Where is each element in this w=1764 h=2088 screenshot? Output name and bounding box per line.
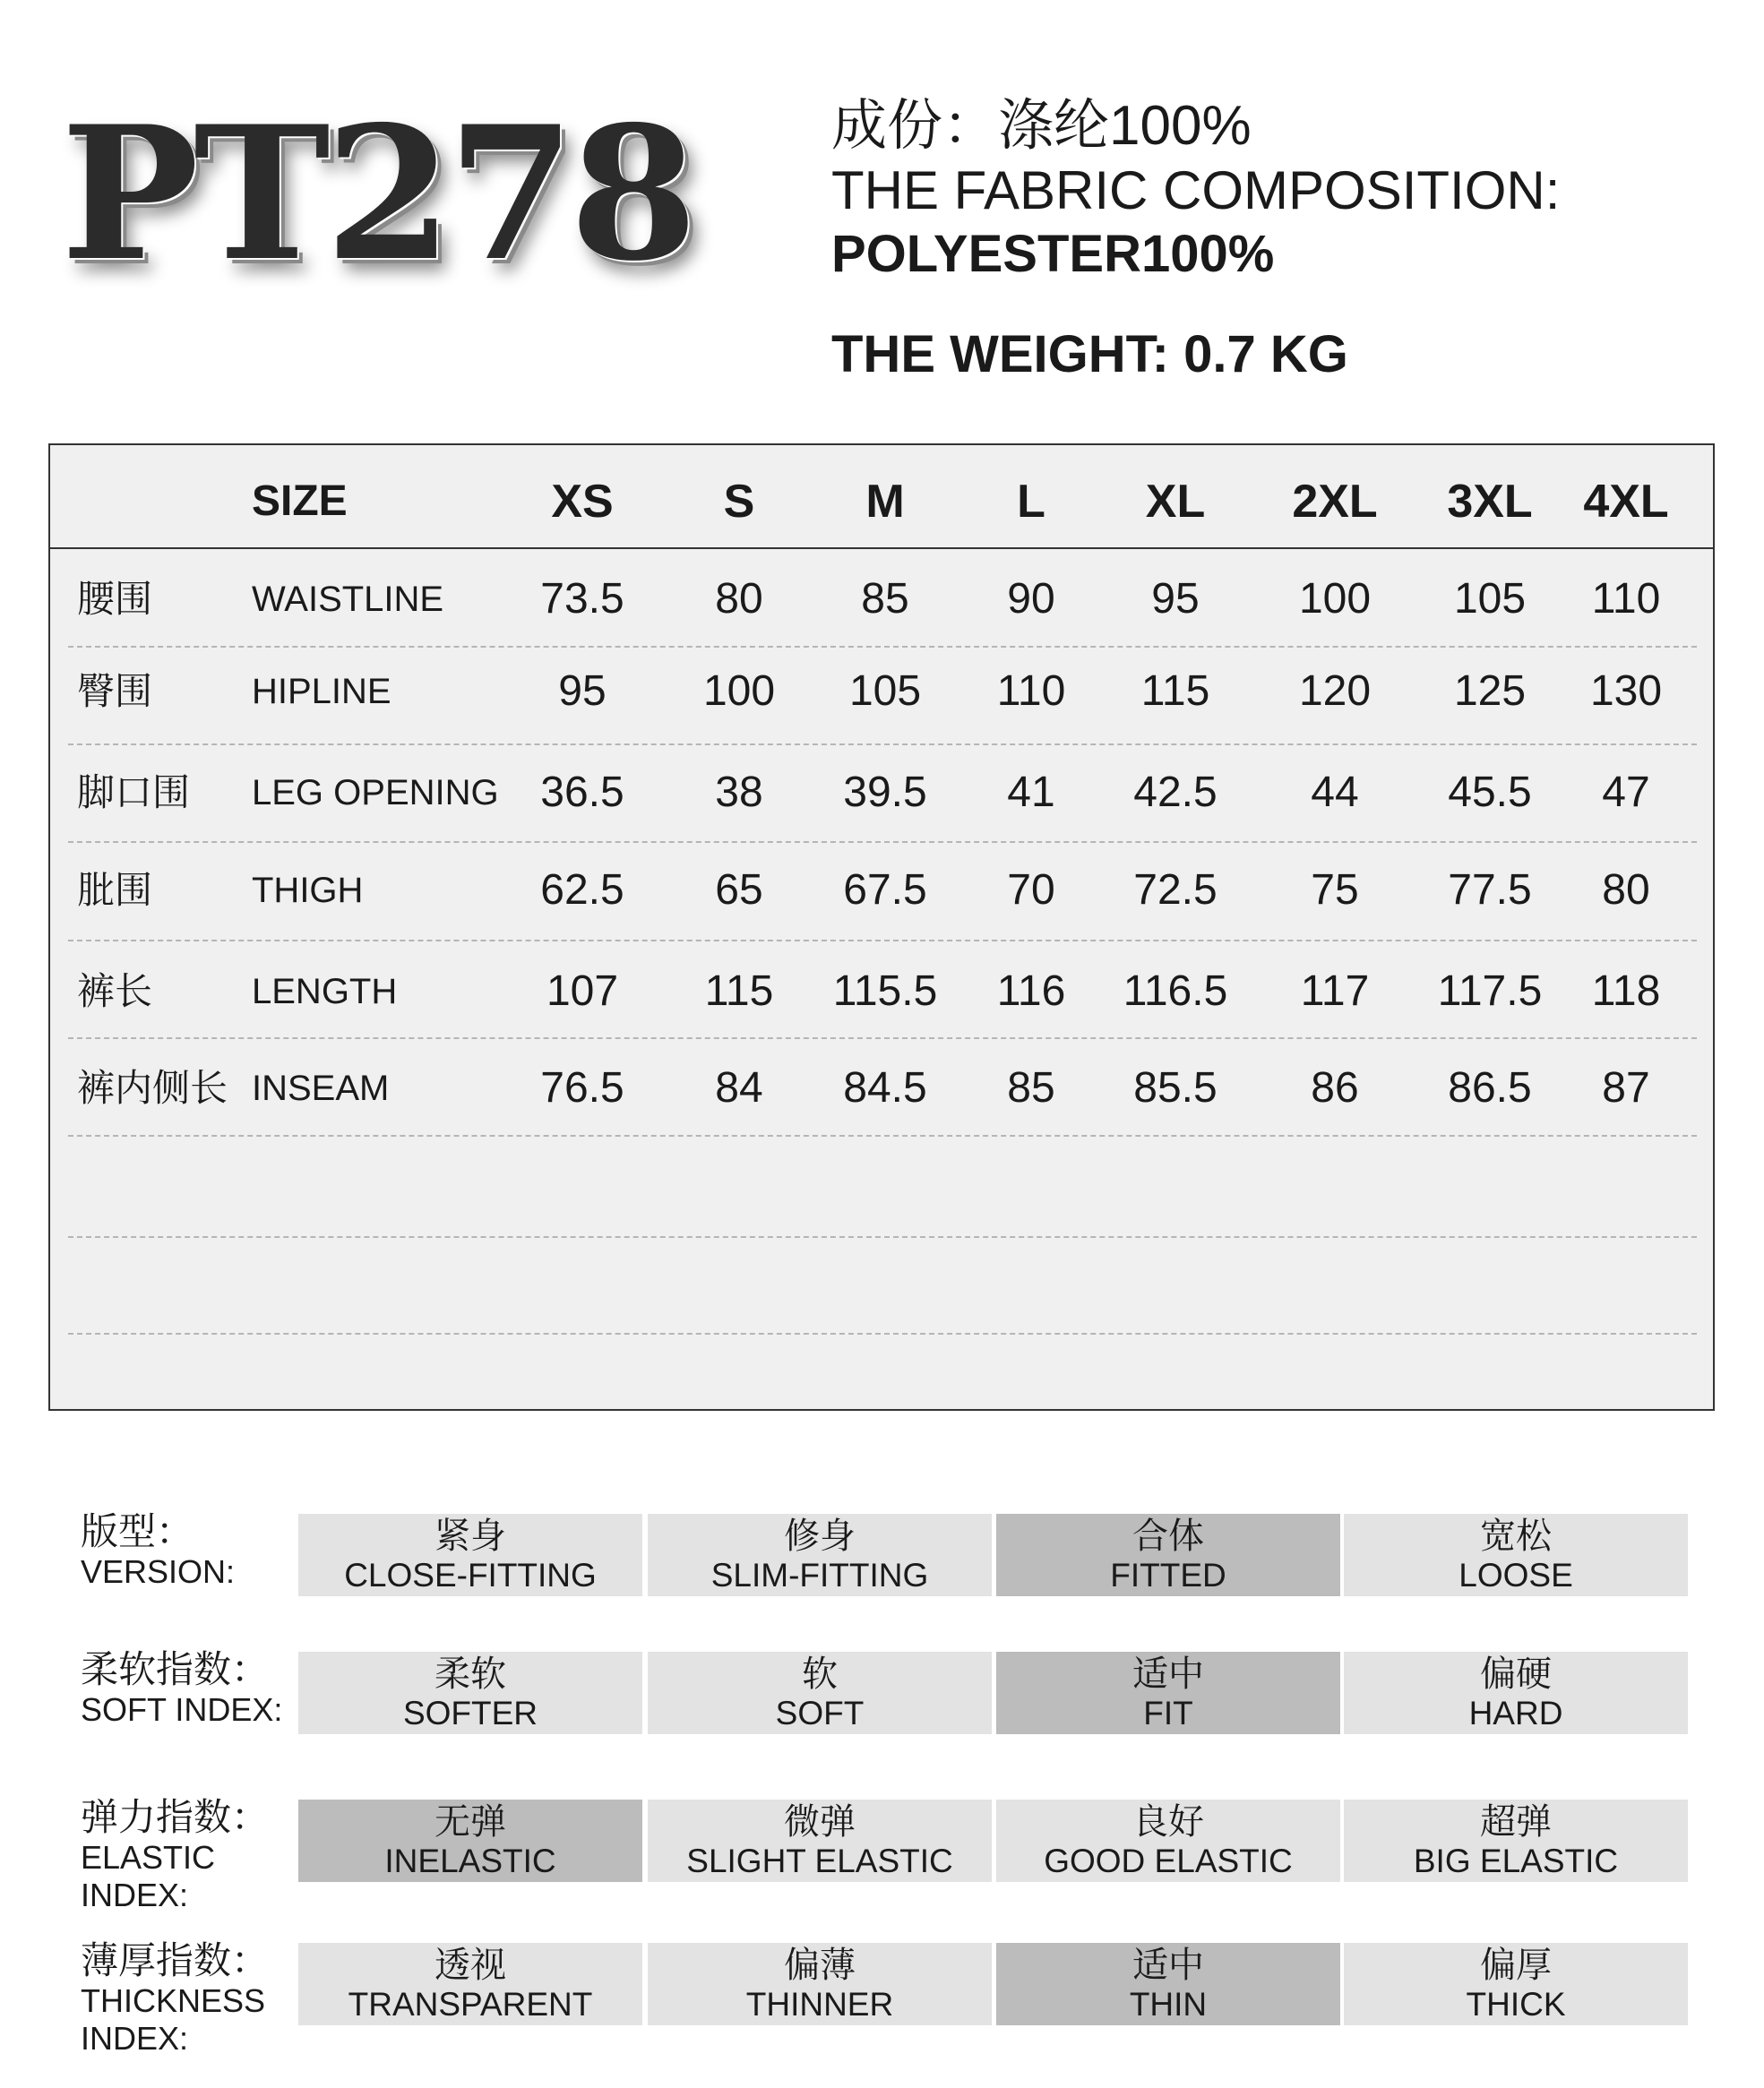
- option-label-en: TRANSPARENT: [348, 1986, 593, 2023]
- row-label-en: THIGH: [252, 871, 364, 910]
- table-cell: 80: [715, 575, 763, 623]
- index-option: [996, 1800, 1340, 1882]
- table-cell: 107: [546, 967, 619, 1015]
- option-label-cn: 无弹: [435, 1801, 506, 1843]
- row-label-en: HIPLINE: [252, 672, 392, 711]
- index-label-cn: 弹力指数：: [81, 1795, 270, 1839]
- index-option: [648, 1943, 992, 2025]
- row-divider: [68, 646, 1697, 648]
- row-label-en: LENGTH: [252, 972, 398, 1011]
- table-cell: 85: [1007, 1064, 1055, 1112]
- composition-cn: 成份：涤纶100%: [831, 95, 1252, 157]
- option-label-cn: 软: [802, 1654, 838, 1695]
- table-cell: 117: [1300, 967, 1370, 1015]
- index-label-cn: 薄厚指数：: [81, 1938, 270, 1982]
- table-cell: 115: [704, 967, 774, 1015]
- option-label-en: BIG ELASTIC: [1413, 1843, 1619, 1879]
- table-cell: 85: [861, 575, 909, 623]
- row-divider: [68, 1236, 1697, 1238]
- option-label-cn: 适中: [1132, 1654, 1204, 1695]
- index-option: [1344, 1514, 1688, 1596]
- table-cell: 38: [715, 769, 763, 816]
- table-cell: 72.5: [1133, 866, 1218, 914]
- table-cell: 110: [1591, 575, 1661, 623]
- index-option: [298, 1514, 642, 1596]
- row-divider: [68, 1135, 1697, 1137]
- table-cell: 105: [1453, 575, 1527, 623]
- size-header-4xl: 4XL: [1583, 476, 1669, 528]
- table-cell: 75: [1311, 866, 1359, 914]
- index-label-cn: 柔软指数：: [81, 1647, 270, 1691]
- index-label: [81, 1648, 287, 1729]
- option-label-en: SLIGHT ELASTIC: [686, 1843, 953, 1879]
- size-header-xl: XL: [1145, 476, 1206, 528]
- option-label-cn: 修身: [784, 1516, 856, 1557]
- table-cell: 67.5: [843, 866, 927, 914]
- size-header-2xl: 2XL: [1292, 476, 1378, 528]
- size-header-xs: XS: [551, 476, 614, 528]
- table-cell: 65: [715, 866, 763, 914]
- table-cell: 47: [1602, 769, 1650, 816]
- table-cell: 85.5: [1133, 1064, 1218, 1112]
- index-label-en: THICKNESS INDEX:: [81, 1982, 266, 2057]
- index-option: [648, 1652, 992, 1734]
- size-header-label: SIZE: [252, 477, 348, 525]
- option-label-cn: 宽松: [1480, 1516, 1552, 1557]
- table-cell: 130: [1589, 667, 1663, 715]
- row-label-cn: 裤内侧长: [77, 1066, 228, 1110]
- table-cell: 76.5: [540, 1064, 624, 1112]
- size-header-m: M: [865, 476, 905, 528]
- table-cell: 125: [1453, 667, 1527, 715]
- table-cell: 86.5: [1448, 1064, 1532, 1112]
- table-cell: 118: [1591, 967, 1661, 1015]
- brand-logo: [52, 85, 693, 309]
- row-divider: [68, 940, 1697, 941]
- row-label-en: WAISTLINE: [252, 580, 444, 619]
- index-option: [298, 1652, 642, 1734]
- row-label-cn: 裤长: [77, 969, 153, 1013]
- row-label-cn: 腰围: [77, 577, 153, 621]
- index-option: [648, 1800, 992, 1882]
- table-cell: 116.5: [1123, 967, 1228, 1015]
- option-label-en: GOOD ELASTIC: [1044, 1843, 1293, 1879]
- size-chart-table: [48, 443, 1715, 1411]
- row-divider: [68, 1333, 1697, 1335]
- table-cell: 80: [1602, 866, 1650, 914]
- table-cell: 87: [1602, 1064, 1650, 1112]
- table-cell: 100: [702, 667, 776, 715]
- row-label-en: LEG OPENING: [252, 773, 499, 812]
- table-cell: 120: [1298, 667, 1372, 715]
- option-label-en: FITTED: [1110, 1557, 1226, 1594]
- table-cell: 116: [996, 967, 1066, 1015]
- index-label: [81, 1796, 287, 1913]
- option-label-en: SOFTER: [402, 1695, 538, 1731]
- table-cell: 73.5: [540, 575, 624, 623]
- table-cell: 100: [1298, 575, 1372, 623]
- row-label-cn: 脚口围: [77, 770, 191, 814]
- row-divider: [68, 743, 1697, 745]
- table-cell: 84: [715, 1064, 763, 1112]
- table-cell: 95: [558, 667, 607, 715]
- size-header-l: L: [1017, 476, 1045, 528]
- index-option: [1344, 1800, 1688, 1882]
- index-label: [81, 1939, 287, 2057]
- option-label-en: THIN: [1129, 1986, 1208, 2023]
- option-label-cn: 紧身: [435, 1516, 506, 1557]
- index-label-en: ELASTIC INDEX:: [81, 1839, 216, 1913]
- index-option-selected: [996, 1943, 1340, 2025]
- option-label-en: FIT: [1143, 1695, 1193, 1731]
- table-cell: 39.5: [843, 769, 927, 816]
- index-option-selected: [298, 1800, 642, 1882]
- table-cell: 70: [1007, 866, 1055, 914]
- row-divider: [68, 1037, 1697, 1039]
- table-cell: 105: [848, 667, 922, 715]
- table-cell: 115: [1140, 667, 1210, 715]
- option-label-en: LOOSE: [1459, 1557, 1573, 1594]
- table-cell: 90: [1007, 575, 1055, 623]
- row-label-cn: 肶围: [77, 868, 153, 912]
- option-label-en: HARD: [1468, 1695, 1563, 1731]
- size-header-3xl: 3XL: [1447, 476, 1533, 528]
- table-cell: 45.5: [1448, 769, 1532, 816]
- option-label-cn: 柔软: [435, 1654, 506, 1695]
- table-cell: 110: [996, 667, 1066, 715]
- option-label-cn: 合体: [1132, 1516, 1204, 1557]
- option-label-en: THINNER: [745, 1986, 894, 2023]
- row-divider: [68, 841, 1697, 843]
- table-cell: 36.5: [540, 769, 624, 816]
- option-label-en: THICK: [1466, 1986, 1566, 2023]
- table-cell: 117.5: [1437, 967, 1543, 1015]
- logo-text: PT278: [61, 87, 693, 302]
- table-header-row: [50, 445, 1713, 549]
- index-option: [298, 1943, 642, 2025]
- table-cell: 84.5: [843, 1064, 927, 1112]
- option-label-cn: 偏硬: [1480, 1654, 1552, 1695]
- table-cell: 42.5: [1133, 769, 1218, 816]
- option-label-cn: 良好: [1132, 1801, 1204, 1843]
- row-label-en: INSEAM: [252, 1069, 390, 1108]
- option-label-en: SLIM-FITTING: [710, 1557, 929, 1594]
- table-cell: 62.5: [540, 866, 624, 914]
- weight-text: THE WEIGHT: 0.7 KG: [831, 325, 1348, 383]
- index-option-selected: [996, 1652, 1340, 1734]
- index-label: [81, 1510, 235, 1591]
- table-cell: 95: [1151, 575, 1200, 623]
- row-label-cn: 臀围: [77, 669, 153, 713]
- table-cell: 115.5: [832, 967, 938, 1015]
- index-option: [648, 1514, 992, 1596]
- index-label-en: SOFT INDEX:: [81, 1691, 283, 1729]
- composition-value: POLYESTER100%: [831, 225, 1275, 283]
- option-label-cn: 超弹: [1480, 1801, 1552, 1843]
- table-cell: 41: [1007, 769, 1055, 816]
- index-label-en: VERSION:: [81, 1553, 236, 1591]
- option-label-cn: 微弹: [784, 1801, 856, 1843]
- option-label-en: CLOSE-FITTING: [344, 1557, 597, 1594]
- option-label-cn: 偏薄: [784, 1945, 856, 1986]
- index-option: [1344, 1652, 1688, 1734]
- option-label-en: INELASTIC: [384, 1843, 556, 1879]
- index-option: [1344, 1943, 1688, 2025]
- option-label-en: SOFT: [775, 1695, 865, 1731]
- index-label-cn: 版型：: [81, 1509, 194, 1553]
- table-cell: 77.5: [1448, 866, 1532, 914]
- size-header-s: S: [723, 476, 755, 528]
- table-cell: 44: [1311, 769, 1359, 816]
- option-label-cn: 适中: [1132, 1945, 1204, 1986]
- option-label-cn: 偏厚: [1480, 1945, 1552, 1986]
- option-label-cn: 透视: [435, 1945, 506, 1986]
- composition-label: THE FABRIC COMPOSITION:: [831, 160, 1561, 220]
- table-cell: 86: [1311, 1064, 1359, 1112]
- index-option-selected: [996, 1514, 1340, 1596]
